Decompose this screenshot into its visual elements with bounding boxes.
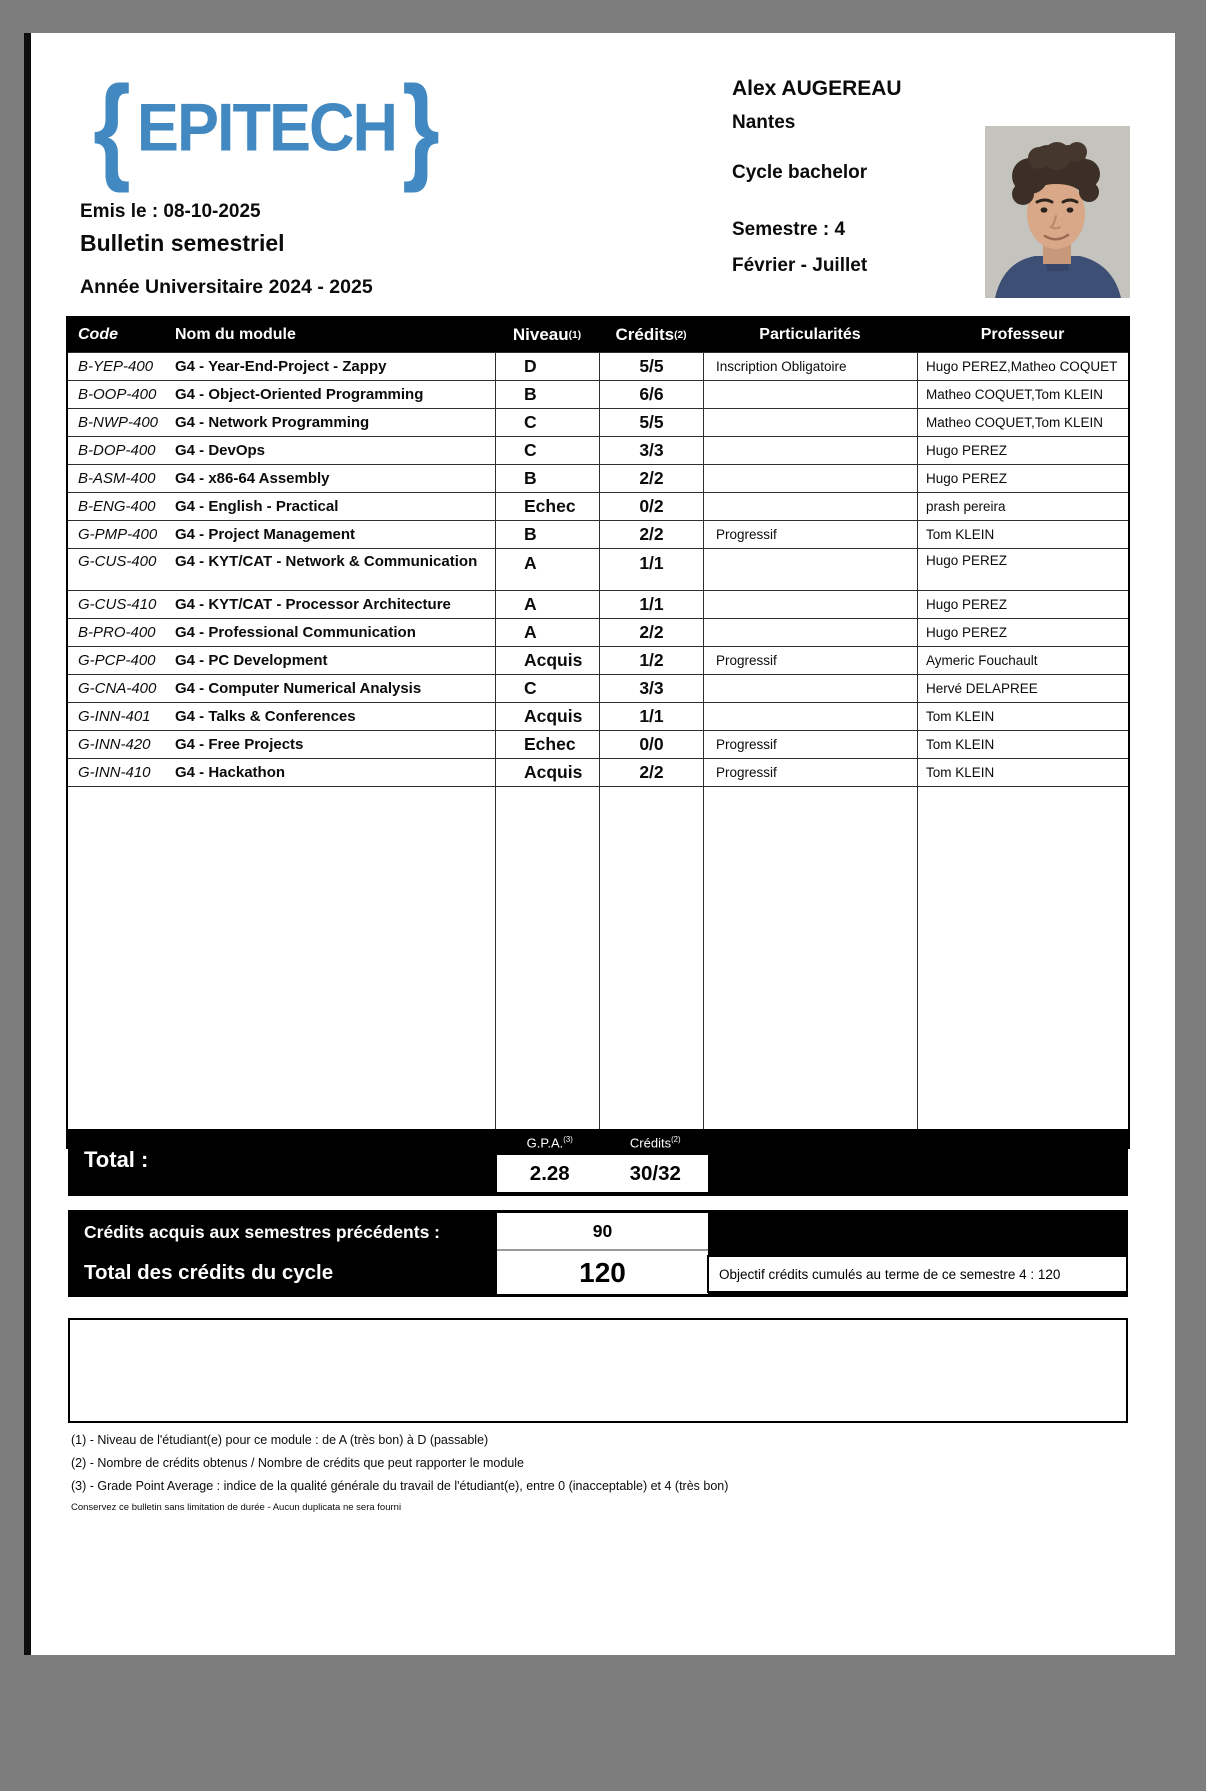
column-header-credits-sup: (2) <box>674 329 687 341</box>
cell-credits: 1/1 <box>599 591 703 618</box>
table-row <box>68 730 1128 758</box>
cell-particularity <box>703 591 917 618</box>
cell-particularity <box>703 703 917 730</box>
total-column-labels <box>497 1135 708 1150</box>
table-row <box>68 646 1128 674</box>
column-header-code: Code <box>78 326 118 343</box>
cell-professor: Tom KLEIN <box>917 759 1128 786</box>
column-header-level-sup: (1) <box>568 329 582 341</box>
cell-module: G4 - DevOps <box>175 442 266 459</box>
total-bar <box>68 1129 1128 1196</box>
gpa-header: G.P.A.$^{(3)}$ <box>526 1135 573 1151</box>
cell-particularity: Progressif <box>703 521 917 548</box>
cell-professor: Matheo COQUET,Tom KLEIN <box>917 409 1128 436</box>
cell-credits: 2/2 <box>599 619 703 646</box>
cell-credits: 0/2 <box>599 493 703 520</box>
cell-module: G4 - Professional Communication <box>175 624 416 641</box>
cell-module: G4 - English - Practical <box>175 498 339 515</box>
cell-module: G4 - Network Programming <box>175 414 370 431</box>
cell-module: G4 - Talks & Conferences <box>175 708 356 725</box>
table-empty-filler <box>68 786 1128 1147</box>
cycle-credits-label: Total des crédits du cycle <box>84 1261 334 1284</box>
cell-code: B-NWP-400 <box>78 414 159 431</box>
cell-level: Acquis <box>495 703 599 730</box>
cell-credits: 6/6 <box>599 381 703 408</box>
column-header-module: Nom du module <box>175 326 296 343</box>
cell-level: Echec <box>495 493 599 520</box>
cell-level: A <box>495 591 599 618</box>
cell-level: Acquis <box>495 759 599 786</box>
cell-code: B-DOP-400 <box>78 442 156 459</box>
cell-professor: Hervé DELAPREE <box>917 675 1128 702</box>
logo-wordmark: EPITECH <box>136 90 396 166</box>
cell-credits: 0/0 <box>599 731 703 758</box>
cell-particularity: Inscription Obligatoire <box>703 353 917 380</box>
objective-note: Objectif crédits cumulés au terme de ce semestre 4 : 120 <box>707 1255 1128 1293</box>
period-label: Février - Juillet <box>732 255 868 276</box>
cell-particularity <box>703 493 917 520</box>
cell-module: G4 - PC Development <box>175 652 328 669</box>
column-header-credits-label: Crédits <box>615 325 675 344</box>
cell-code: G-PMP-400 <box>78 526 158 543</box>
column-header-level-label: Niveau <box>512 325 569 344</box>
student-photo <box>985 126 1130 298</box>
column-header-credits <box>599 325 703 345</box>
academic-year: Année Universitaire 2024 - 2025 <box>80 276 373 298</box>
table-row <box>68 674 1128 702</box>
total-values-box <box>497 1155 708 1192</box>
cell-level: C <box>495 437 599 464</box>
total-credits-value: 30/32 <box>629 1161 681 1185</box>
comments-box <box>68 1318 1128 1423</box>
cell-credits: 5/5 <box>599 353 703 380</box>
cell-code: G-CUS-410 <box>78 596 157 613</box>
cell-module: G4 - Computer Numerical Analysis <box>175 680 422 697</box>
cell-credits: 2/2 <box>599 759 703 786</box>
campus-city: Nantes <box>732 112 796 133</box>
cell-particularity <box>703 465 917 492</box>
cell-level: C <box>495 409 599 436</box>
logo-close-brace: } <box>402 62 440 194</box>
cell-credits: 2/2 <box>599 465 703 492</box>
table-row <box>68 758 1128 786</box>
table-row <box>68 702 1128 730</box>
report-title: Bulletin semestriel <box>80 230 285 256</box>
footnote: (1) - Niveau de l'étudiant(e) pour ce module : de A (très bon) à D (passable) <box>71 1433 489 1447</box>
cell-professor: prash pereira <box>917 493 1128 520</box>
cell-level: B <box>495 521 599 548</box>
cell-particularity <box>703 549 917 590</box>
footnote: (2) - Nombre de crédits obtenus / Nombre de crédits que peut rapporter le module <box>71 1456 525 1470</box>
cell-professor: Hugo PEREZ <box>917 465 1128 492</box>
cell-professor: Tom KLEIN <box>917 521 1128 548</box>
table-row <box>68 408 1128 436</box>
previous-credits-label: Crédits acquis aux semestres précédents : <box>84 1222 440 1242</box>
logo-open-brace: { <box>93 62 131 194</box>
cell-professor: Tom KLEIN <box>917 703 1128 730</box>
cell-code: G-CUS-400 <box>78 553 157 570</box>
footnote: (3) - Grade Point Average : indice de la qualité générale du travail de l'étudiant(e), entre 0 (inacceptable) et 4 (très bon) <box>71 1479 729 1493</box>
cell-professor: Hugo PEREZ <box>917 591 1128 618</box>
footnotes <box>71 1433 728 1513</box>
cell-code: B-PRO-400 <box>78 624 156 641</box>
cell-code: B-ASM-400 <box>78 470 156 487</box>
table-row <box>68 464 1128 492</box>
cell-particularity: Progressif <box>703 647 917 674</box>
cell-module: G4 - Free Projects <box>175 736 304 753</box>
cell-code: G-INN-401 <box>78 708 151 725</box>
cell-module: G4 - KYT/CAT - Network & Communication <box>175 553 478 570</box>
cell-credits: 3/3 <box>599 437 703 464</box>
table-row <box>68 380 1128 408</box>
total-credits-header: Crédits$^{(2)}$ <box>629 1135 681 1151</box>
cell-particularity: Progressif <box>703 759 917 786</box>
cell-level: B <box>495 381 599 408</box>
cell-level: Echec <box>495 731 599 758</box>
table-row <box>68 436 1128 464</box>
cell-code: G-INN-410 <box>78 764 151 781</box>
cell-professor: Matheo COQUET,Tom KLEIN <box>917 381 1128 408</box>
issued-date: Emis le : 08-10-2025 <box>80 201 261 222</box>
table-row <box>68 352 1128 380</box>
cell-professor: Hugo PEREZ,Matheo COQUET <box>917 353 1128 380</box>
column-header-level <box>495 325 599 345</box>
cell-level: D <box>495 353 599 380</box>
cell-credits: 5/5 <box>599 409 703 436</box>
cell-code: B-YEP-400 <box>78 358 154 375</box>
cell-module: G4 - Year-End-Project - Zappy <box>175 358 387 375</box>
cell-credits: 1/1 <box>599 703 703 730</box>
cell-credits: 1/1 <box>599 549 703 590</box>
student-name: Alex AUGEREAU <box>732 77 902 100</box>
column-header-professor: Professeur <box>980 326 1065 343</box>
cell-module: G4 - Hackathon <box>175 764 286 781</box>
cell-code: B-ENG-400 <box>78 498 156 515</box>
semester-label: Semestre : 4 <box>732 219 846 240</box>
credits-summary-bar <box>68 1210 1128 1297</box>
previous-credits-value: 90 <box>497 1213 708 1251</box>
cell-professor: Aymeric Fouchault <box>917 647 1128 674</box>
total-label: Total : <box>84 1147 149 1172</box>
cell-module: G4 - Object-Oriented Programming <box>175 386 424 403</box>
cell-module: G4 - KYT/CAT - Processor Architecture <box>175 596 451 613</box>
cell-particularity <box>703 381 917 408</box>
retention-note: Conservez ce bulletin sans limitation de durée - Aucun duplicata ne sera fourni <box>71 1502 402 1513</box>
cell-level: A <box>495 619 599 646</box>
cell-professor: Hugo PEREZ <box>917 549 1128 590</box>
cell-professor: Hugo PEREZ <box>917 437 1128 464</box>
cell-credits: 2/2 <box>599 521 703 548</box>
table-row <box>68 548 1128 590</box>
epitech-logo <box>89 62 444 194</box>
cell-credits: 1/2 <box>599 647 703 674</box>
cell-credits: 3/3 <box>599 675 703 702</box>
column-header-particularities: Particularités <box>759 326 861 343</box>
cell-level: A <box>495 549 599 590</box>
table-header-row <box>68 318 1128 352</box>
document-page <box>24 33 1175 1655</box>
cell-particularity <box>703 675 917 702</box>
cycle-credits-value: 120 <box>497 1251 708 1294</box>
cell-level: Acquis <box>495 647 599 674</box>
gpa-value: 2.28 <box>529 1161 570 1185</box>
cell-code: B-OOP-400 <box>78 386 157 403</box>
cell-code: G-CNA-400 <box>78 680 157 697</box>
cell-professor: Tom KLEIN <box>917 731 1128 758</box>
table-row <box>68 492 1128 520</box>
grades-table <box>66 316 1130 1149</box>
cell-code: G-PCP-400 <box>78 652 156 669</box>
cell-level: C <box>495 675 599 702</box>
cell-module: G4 - x86-64 Assembly <box>175 470 330 487</box>
cycle-label: Cycle bachelor <box>732 162 868 183</box>
table-row <box>68 590 1128 618</box>
cell-particularity: Progressif <box>703 731 917 758</box>
cell-professor: Hugo PEREZ <box>917 619 1128 646</box>
cell-level: B <box>495 465 599 492</box>
cell-module: G4 - Project Management <box>175 526 356 543</box>
cell-particularity <box>703 619 917 646</box>
table-row <box>68 618 1128 646</box>
table-rows <box>68 352 1128 786</box>
cell-code: G-INN-420 <box>78 736 151 753</box>
cell-particularity <box>703 437 917 464</box>
cell-particularity <box>703 409 917 436</box>
table-row <box>68 520 1128 548</box>
